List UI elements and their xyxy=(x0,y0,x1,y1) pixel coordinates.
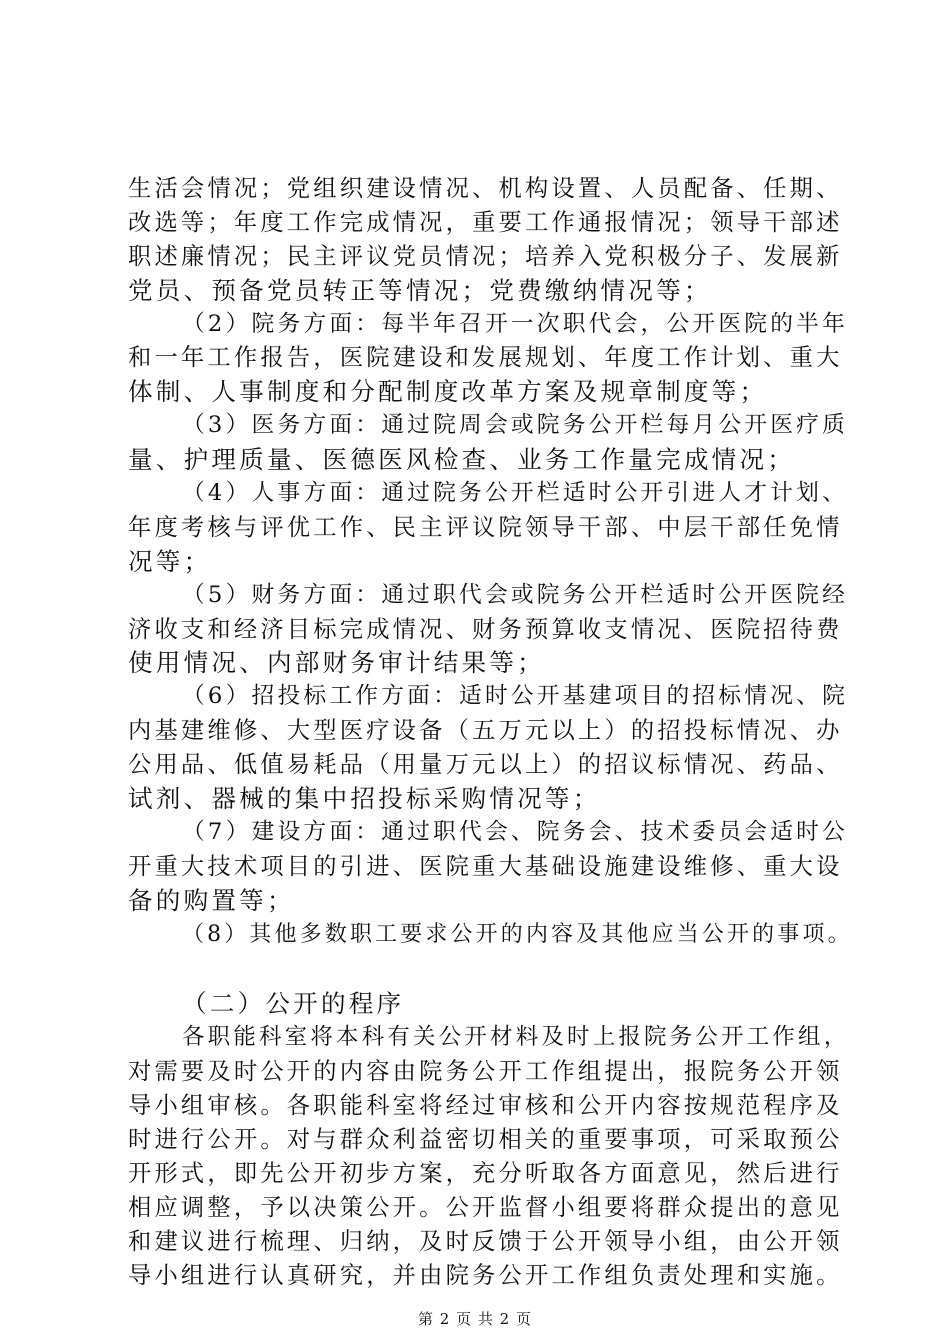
text-line: 相应调整，予以决策公开。公开监督小组要将群众提出的意见 xyxy=(128,1193,843,1221)
document-body xyxy=(128,172,853,1293)
text-line: 导小组审核。各职能科室将经过审核和公开内容按规范程序及 xyxy=(128,1092,843,1120)
text-line: 开重大技术项目的引进、医院重大基础设施建设维修、重大设 xyxy=(128,852,843,880)
text-line: 济收支和经济目标完成情况、财务预算收支情况、医院招待费 xyxy=(128,615,843,643)
text-line: （8）其他多数职工要求公开的内容及其他应当公开的事项。 xyxy=(182,921,853,947)
page-number-footer: 第 2 页 共 2 页 xyxy=(418,1310,532,1328)
text-line: 职述廉情况；民主评议党员情况；培养入党积极分子、发展新 xyxy=(128,242,843,270)
text-line: 各职能科室将本科有关公开材料及时上报院务公开工作组， xyxy=(182,1024,850,1051)
text-line: 和建议进行梳理、归纳，及时反馈于公开领导小组，由公开领 xyxy=(128,1227,843,1255)
text-line: （7）建设方面：通过职代会、院务会、技术委员会适时公 xyxy=(182,818,849,845)
text-line: 年度考核与评优工作、民主评议院领导干部、中层干部任免情 xyxy=(128,513,843,541)
section-gap xyxy=(128,951,838,987)
text-line: 况等； xyxy=(128,546,212,576)
text-line: 改选等；年度工作完成情况，重要工作通报情况；领导干部述 xyxy=(128,208,843,236)
text-line: 试剂、器械的集中招投标采购情况等； xyxy=(128,784,601,814)
text-line: 使用情况、内部财务审计结果等； xyxy=(128,648,545,678)
text-line: 对需要及时公开的内容由院务公开工作组提出，报院务公开领 xyxy=(128,1058,843,1086)
section-heading: （二）公开的程序 xyxy=(182,989,405,1019)
text-line: 导小组进行认真研究，并由院务公开工作组负责处理和实施。 xyxy=(128,1261,843,1289)
text-line: （2）院务方面：每半年召开一次职代会，公开医院的半年 xyxy=(182,310,849,337)
text-line: （6）招投标工作方面：适时公开基建项目的招标情况、院 xyxy=(182,683,849,710)
text-line: 开形式，即先公开初步方案，充分听取各方面意见，然后进行 xyxy=(128,1159,843,1187)
text-line: 备的购置等； xyxy=(128,885,295,915)
text-line: （4）人事方面：通过院务公开栏适时公开引进人才计划、 xyxy=(182,480,849,507)
text-line: 体制、人事制度和分配制度改革方案及规章制度等； xyxy=(128,377,768,407)
text-line: 量、护理质量、医德医风检查、业务工作量完成情况； xyxy=(128,445,796,475)
text-line: 和一年工作报告，医院建设和发展规划、年度工作计划、重大 xyxy=(128,344,843,372)
text-line: 公用品、低值易耗品（用量万元以上）的招议标情况、药品、 xyxy=(128,751,843,779)
text-line: 生活会情况；党组织建设情况、机构设置、人员配备、任期、 xyxy=(128,175,843,202)
text-line: 党员、预备党员转正等情况；党费缴纳情况等； xyxy=(128,275,712,305)
text-line: （3）医务方面：通过院周会或院务公开栏每月公开医疗质 xyxy=(182,412,849,439)
text-line: （5）财务方面：通过职代会或院务公开栏适时公开医院经 xyxy=(182,581,849,608)
text-line: 内基建维修、大型医疗设备（五万元以上）的招投标情况、办 xyxy=(128,717,843,745)
text-line: 时进行公开。对与群众利益密切相关的重要事项，可采取预公 xyxy=(128,1126,843,1154)
